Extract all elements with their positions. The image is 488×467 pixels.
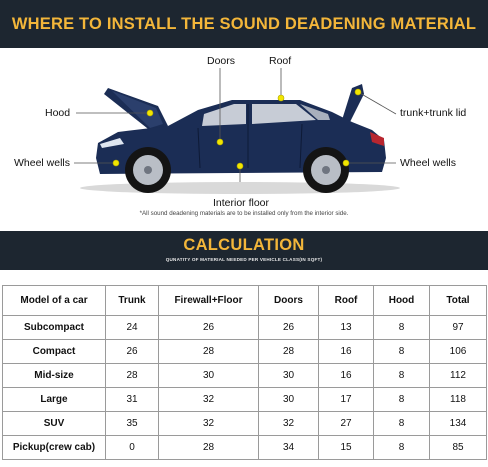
- front-hub: [144, 166, 152, 174]
- table-cell: 31: [106, 388, 159, 412]
- table-cell: 32: [159, 388, 259, 412]
- interior-floor-label: Interior floor: [213, 197, 270, 209]
- table-cell: 16: [319, 340, 374, 364]
- header-banner: [0, 0, 488, 48]
- table-cell: 24: [106, 316, 159, 340]
- table-row: [3, 436, 487, 460]
- hood-marker: [147, 110, 153, 116]
- wheel-wells-left-label: Wheel wells: [14, 157, 71, 169]
- table-cell: 0: [106, 436, 159, 460]
- table-cell: 112: [430, 364, 487, 388]
- table-cell: 26: [259, 316, 319, 340]
- trunk-marker: [355, 89, 361, 95]
- calculation-subtitle: QUNATITY OF MATERIAL NEEDED PER VEHICLE CLASS(IN SQFT): [165, 257, 323, 262]
- table-cell: 32: [259, 412, 319, 436]
- table-cell: 97: [430, 316, 487, 340]
- table-cell: 134: [430, 412, 487, 436]
- table-cell: 8: [374, 388, 430, 412]
- table-cell: 106: [430, 340, 487, 364]
- column-header: Firewall+Floor: [159, 286, 259, 316]
- table-cell: 34: [259, 436, 319, 460]
- table-cell: 32: [159, 412, 259, 436]
- table-cell: 30: [259, 388, 319, 412]
- car-diagram: [0, 48, 488, 231]
- table-cell: 13: [319, 316, 374, 340]
- open-trunk-lid: [342, 84, 364, 122]
- table-cell: 27: [319, 412, 374, 436]
- table-cell: 28: [159, 436, 259, 460]
- calculation-title: CALCULATION: [183, 236, 305, 254]
- hood-inner: [112, 91, 163, 128]
- table-cell: 8: [374, 364, 430, 388]
- column-header: Total: [430, 286, 487, 316]
- table-cell: 85: [430, 436, 487, 460]
- car-shadow: [80, 182, 400, 194]
- table-cell: Pickup(crew cab): [3, 436, 106, 460]
- table-cell: 15: [319, 436, 374, 460]
- table-row: [3, 388, 487, 412]
- trunk-label: trunk+trunk lid: [400, 107, 467, 119]
- table-cell: 118: [430, 388, 487, 412]
- trunk-leader: [358, 92, 396, 114]
- doors-marker: [217, 139, 223, 145]
- page-title: WHERE TO INSTALL THE SOUND DEADENING MATERIAL: [11, 14, 477, 33]
- table-cell: 35: [106, 412, 159, 436]
- table-cell: 8: [374, 436, 430, 460]
- hood-label: Hood: [45, 107, 71, 119]
- floor-marker: [237, 163, 243, 169]
- table-row: [3, 412, 487, 436]
- table-cell: 30: [159, 364, 259, 388]
- install-footnote: *All sound deadening materials are to be installed only from the interior side.: [139, 210, 349, 217]
- table-cell: 30: [259, 364, 319, 388]
- calculation-banner: [0, 231, 488, 270]
- column-header: Hood: [374, 286, 430, 316]
- table-cell: SUV: [3, 412, 106, 436]
- table-cell: 28: [259, 340, 319, 364]
- table-cell: 8: [374, 316, 430, 340]
- table-row: [3, 364, 487, 388]
- material-table: [2, 285, 487, 460]
- doors-label: Doors: [207, 55, 236, 67]
- table-cell: Compact: [3, 340, 106, 364]
- roof-label: Roof: [269, 55, 292, 67]
- table-cell: 28: [106, 364, 159, 388]
- table-row: [3, 316, 487, 340]
- table-cell: 16: [319, 364, 374, 388]
- table-cell: 8: [374, 412, 430, 436]
- column-header: Roof: [319, 286, 374, 316]
- table-header-row: [3, 286, 487, 316]
- table-cell: 26: [106, 340, 159, 364]
- rear-hub: [322, 166, 330, 174]
- wheel-left-marker: [113, 160, 119, 166]
- table-cell: 8: [374, 340, 430, 364]
- roof-marker: [278, 95, 284, 101]
- wheel-right-marker: [343, 160, 349, 166]
- table-cell: Large: [3, 388, 106, 412]
- table-cell: Mid-size: [3, 364, 106, 388]
- table-cell: Subcompact: [3, 316, 106, 340]
- column-header: Doors: [259, 286, 319, 316]
- table-cell: 28: [159, 340, 259, 364]
- table-cell: 26: [159, 316, 259, 340]
- table-row: [3, 340, 487, 364]
- table-cell: 17: [319, 388, 374, 412]
- wheel-wells-right-label: Wheel wells: [400, 157, 457, 169]
- column-header: Model of a car: [3, 286, 106, 316]
- column-header: Trunk: [106, 286, 159, 316]
